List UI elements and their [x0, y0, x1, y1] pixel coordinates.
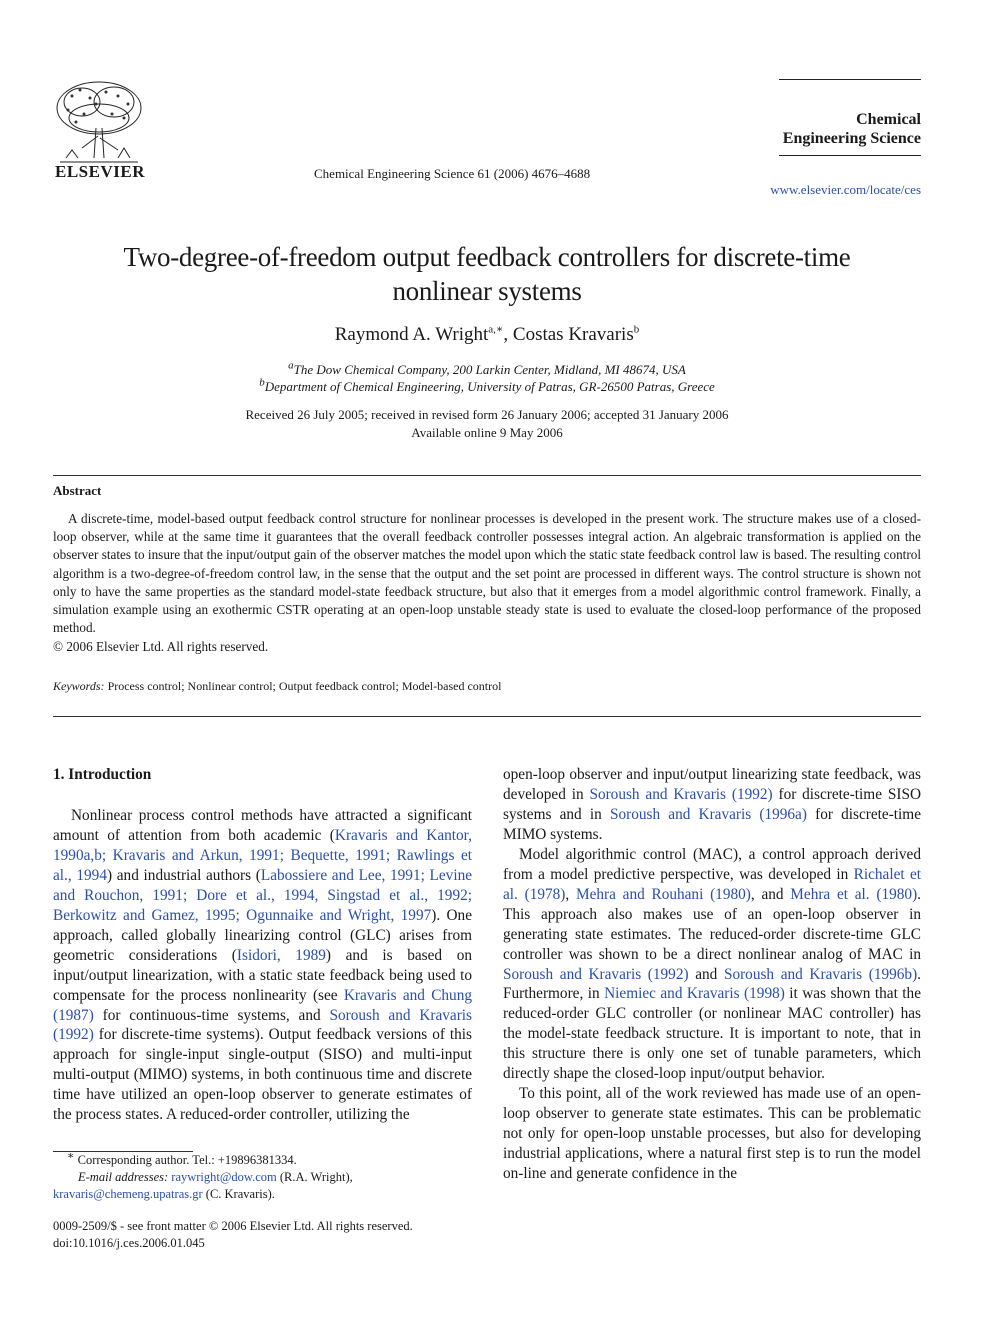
body-text: and [688, 965, 724, 983]
doi: doi:10.1016/j.ces.2006.01.045 [53, 1236, 205, 1250]
journal-rule-bottom [779, 155, 921, 156]
body-text: Model algorithmic control (MAC), a control approach derived from a model predictive perspective, was developed in [503, 845, 921, 883]
body-text: it was shown that the reduced-order GLC controller (or nonlinear MAC controller) has the model-state feedback structure. It is important to note, that in this structure there is only one set of tunable parameters, which directly shape the closed-loop input/output behavior. [503, 985, 921, 1083]
abstract-heading: Abstract [53, 483, 102, 498]
body-text: , and [750, 885, 791, 903]
body-text: . This approach also makes use of an open-loop observer in generating state estimates. The reduced-order discrete-time GLC controller was shown to be a direct nonlinear analog of MAC in [503, 885, 921, 963]
body-text: To this point, all of the work reviewed has made use of an open-loop observer to generate state estimates. This can be problematic not only for open-loop unstable processes, but also for developing industrial applications, where a natural first step is to run the model on-line and generate confidence in the [503, 1085, 921, 1183]
issn-copyright-line: 0009-2509/$ - see front matter © 2006 Elsevier Ltd. All rights reserved. [53, 1219, 413, 1233]
citation-link[interactable]: Kravaris and Kantor, 1990a,b; Kravaris and Arkun, 1991; Bequette, 1991; Rawlings et al., 1994 [53, 826, 472, 884]
received-dates: Received 26 July 2005; received in revised form 26 January 2006; accepted 31 January 2006 [245, 407, 729, 422]
email-label: E-mail addresses: [78, 1170, 169, 1184]
body-text: ) and is based on input/output linearization, with a static state feedback being used to compensate for the process nonlinearity (see [53, 946, 472, 1004]
journal-name-line1: Chemical [856, 111, 921, 128]
journal-name-line2: Engineering Science [782, 130, 921, 147]
citation-link[interactable]: Soroush and Kravaris (1996a) [609, 805, 807, 823]
author-2: Costas Kravaris [512, 324, 634, 345]
citation-link[interactable]: Mehra and Rouhani (1980) [575, 885, 751, 903]
email-owner-kravaris: (C. Kravaris). [202, 1187, 275, 1201]
email-link-kravaris[interactable]: kravaris@chemeng.upatras.gr [53, 1187, 203, 1201]
author-2-marks: b [633, 323, 640, 336]
citation-link[interactable]: Soroush and Kravaris (1996b) [723, 965, 918, 983]
affiliation-b-text: Department of Chemical Engineering, University of Patras, GR-26500 Patras, Greece [264, 379, 715, 394]
title-line1: Two-degree-of-freedom output feedback controllers for discrete-time [123, 242, 851, 272]
affiliation-a-text: The Dow Chemical Company, 200 Larkin Center, Midland, MI 48674, USA [293, 362, 686, 377]
body-text: , [565, 885, 576, 903]
corresponding-author-line [53, 1149, 473, 1169]
citation-link[interactable]: Kravaris and Chung (1987) [53, 986, 472, 1024]
available-online-date: Available online 9 May 2006 [411, 425, 563, 440]
body-text: for discrete-time SISO systems and in [503, 785, 921, 823]
publisher-name: ELSEVIER [55, 162, 145, 181]
paragraph-2 [503, 845, 921, 1084]
paragraph-1 [503, 765, 921, 845]
right-column-text [503, 765, 921, 1184]
keywords-label: Keywords: [53, 679, 105, 693]
article-title [52, 240, 922, 308]
citation-link[interactable]: Isidori, 1989 [236, 946, 326, 964]
affiliation-b [52, 376, 922, 395]
front-matter [53, 1218, 413, 1252]
body-text: open-loop observer and input/output linearizing state feedback, was developed in [503, 766, 921, 803]
body-text: for discrete-time MIMO systems. [503, 805, 921, 843]
body-text: ). One approach, called globally linearizing control (GLC) arises from geometric considerations ( [53, 906, 472, 964]
citation-link[interactable]: Soroush and Kravaris (1992) [589, 785, 773, 803]
author-1-marks: a,∗ [488, 323, 504, 336]
author-1: Raymond A. Wright [334, 324, 489, 345]
journal-rule-top [779, 79, 921, 80]
body-text: for discrete-time systems). Output feedback versions of this approach for single-input single-output (SISO) and multi-input multi-output (MIMO) systems, in both continuous time and discrete time have utilized an open-loop observer to generate estimates of the process states. A reduced-order controller, utilizing the [53, 1026, 472, 1124]
citation-link[interactable]: Niemiec and Kravaris (1998) [604, 985, 785, 1003]
body-text: for continuous-time systems, and [93, 1006, 330, 1024]
citation-link[interactable]: Richalet et al. (1978) [503, 865, 921, 903]
abstract-bottom-rule [53, 716, 921, 717]
journal-url-link[interactable]: www.elsevier.com/locate/ces [770, 182, 921, 197]
keywords-list: Process control; Nonlinear control; Output feedback control; Model-based control [104, 679, 502, 693]
affiliation-b-mark: b [259, 376, 265, 389]
author-separator: , [503, 324, 513, 345]
footnote-corresponding [53, 1149, 473, 1203]
email-owner-wright: (R.A. Wright), [276, 1170, 353, 1184]
citation-link[interactable]: Labossiere and Lee, 1991; Levine and Rouchon, 1991; Dore et al., 1994, Singstad et al., 1992; Berkowitz and Gamez, 1995; Ogunnaike and Wright, 1997 [53, 866, 473, 924]
citation-link[interactable]: Soroush and Kravaris (1992) [503, 965, 689, 983]
affiliation-a [52, 359, 922, 378]
body-text: . Furthermore, in [503, 965, 921, 1003]
abstract-text: A discrete-time, model-based output feedback control structure for nonlinear processes is developed in the present work. The structure makes use of a closed-loop observer, while at the same time it guarantees that the overall feedback controller possesses integral action. An algebraic transformation is applied on the observer states to insure that the input/output gain of the observer matches the model upon which the static state feedback control law is based. The resulting control algorithm is a two-degree-of-freedom control law, in the sense that the output and the set point are processed in different ways. The control structure is shown not only to have the same properties as the standard model-state feedback structure, but also that it emerges from a model algorithmic control framework. Finally, a simulation example using an exothermic CSTR operating at an open-loop unstable steady state is used to evaluate the closed-loop performance of the proposed method. [53, 511, 921, 636]
title-line2: nonlinear systems [392, 276, 582, 306]
abstract-top-rule [53, 475, 921, 476]
left-column-text [53, 806, 472, 1125]
email-line [53, 1169, 473, 1186]
journal-citation: Chemical Engineering Science 61 (2006) 4676–4688 [314, 166, 591, 181]
author-list [52, 324, 922, 346]
affiliation-a-mark: a [288, 359, 294, 372]
paragraph-3 [503, 1084, 921, 1184]
abstract-copyright: © 2006 Elsevier Ltd. All rights reserved. [53, 639, 269, 654]
email-line-2 [53, 1186, 473, 1203]
footnote-mark: ∗ [67, 1149, 75, 1162]
body-text: Nonlinear process control methods have attracted a significant amount of attention from both academic ( [53, 807, 472, 844]
journal-name [760, 110, 921, 148]
body-text: ) and industrial authors ( [106, 866, 261, 884]
keywords [53, 679, 501, 694]
email-link-wright[interactable]: raywright@dow.com [171, 1170, 277, 1184]
corresponding-author-text: Corresponding author. Tel.: +19896381334. [74, 1153, 297, 1167]
citation-link[interactable]: Soroush and Kravaris (1992) [53, 1006, 472, 1044]
citation-link[interactable]: Mehra et al. (1980) [790, 885, 918, 903]
section-heading-introduction: 1. Introduction [53, 766, 152, 783]
